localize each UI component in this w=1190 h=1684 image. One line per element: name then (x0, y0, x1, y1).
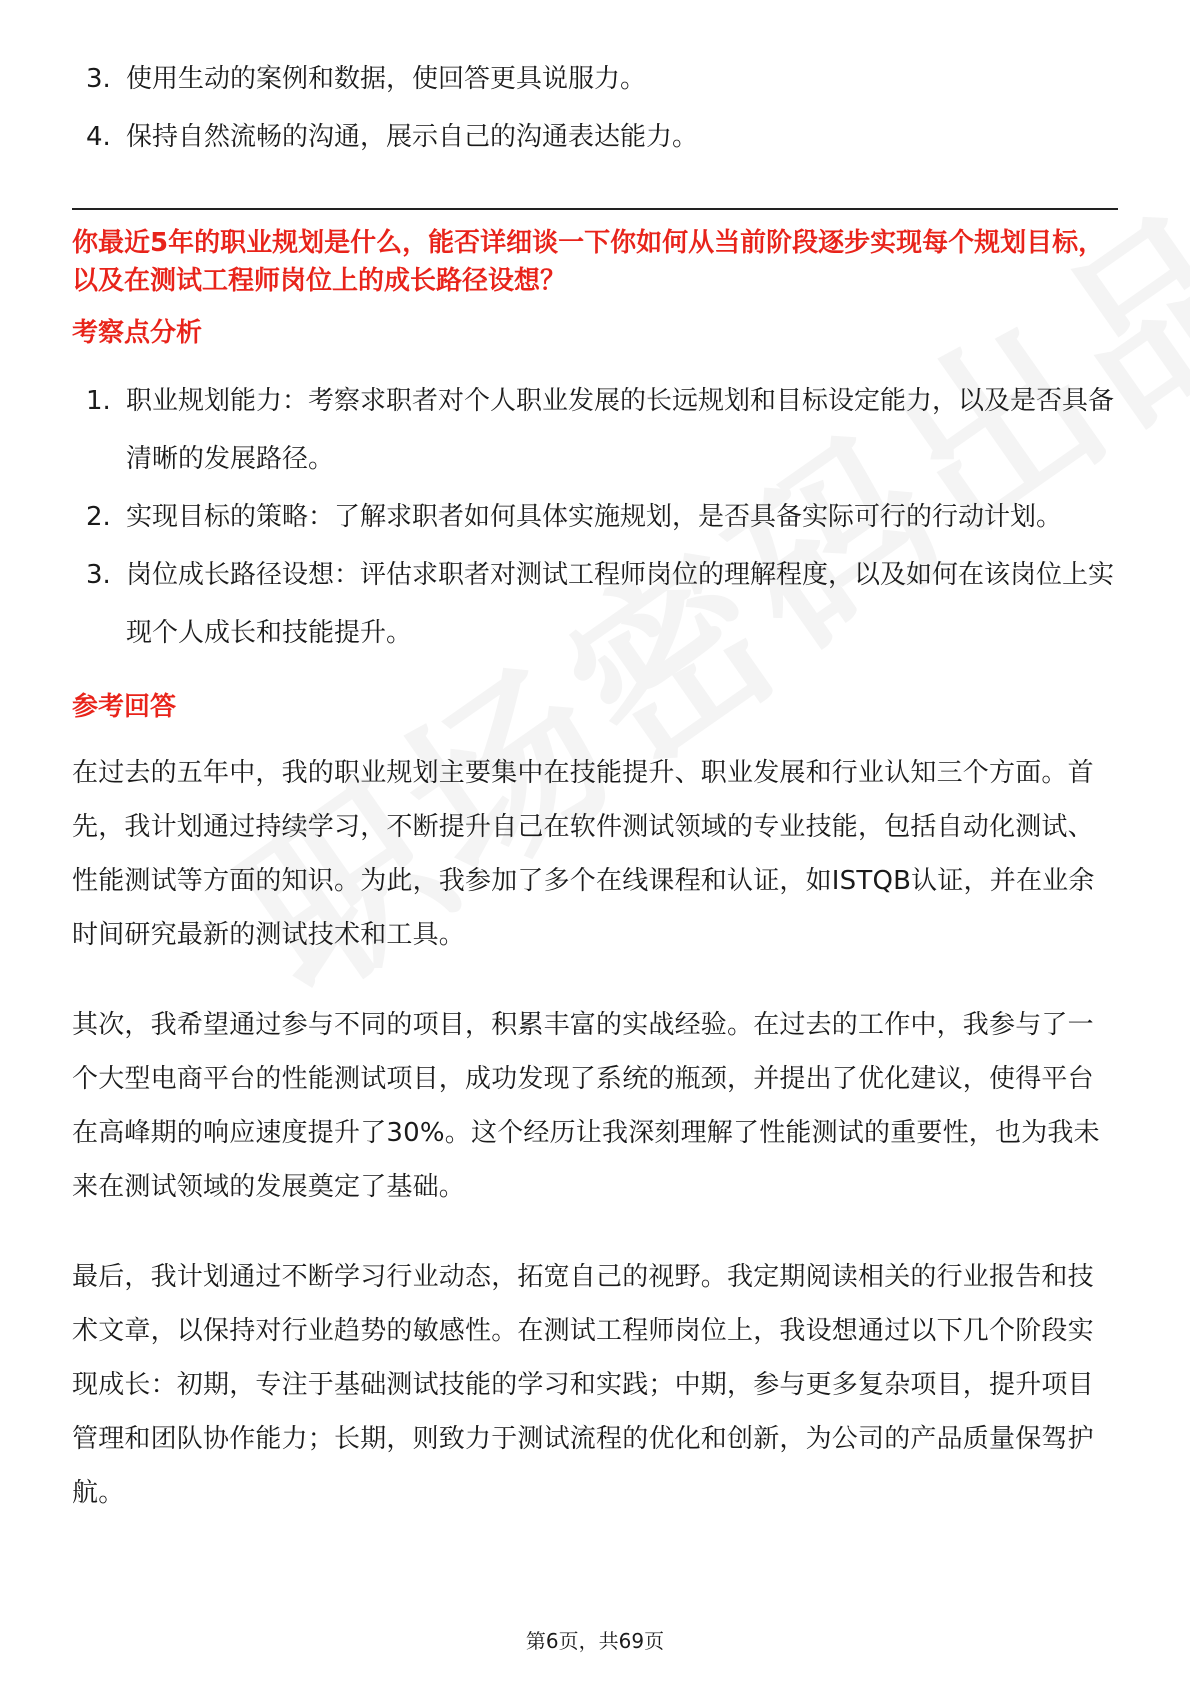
interview-question: 你最近5年的职业规划是什么，能否详细谈一下你如何从当前阶段逐步实现每个规划目标，以及在测试工程师岗位上的成长路径设想？ (72, 228, 1105, 296)
list-item-number: 3. (86, 64, 111, 94)
answer-paragraph: 其次，我希望通过参与不同的项目，积累丰富的实战经验。在过去的工作中，我参与了一个大型电商平台的性能测试项目，成功发现了系统的瓶颈，并提出了优化建议，使得平台在高峰期的响应速度提升了30%。这个经历让我深刻理解了性能测试的重要性，也为我未来在测试领域的发展奠定了基础。 (72, 1010, 1100, 1202)
list-item-number: 1. (86, 386, 111, 416)
list-item (72, 108, 1118, 166)
answer-paragraph: 最后，我计划通过不断学习行业动态，拓宽自己的视野。我定期阅读相关的行业报告和技术文章，以保持对行业趋势的敏感性。在测试工程师岗位上，我设想通过以下几个阶段实现成长：初期，专注于基础测试技能的学习和实践；中期，参与更多复杂项目，提升项目管理和团队协作能力；长期，则致力于测试流程的优化和创新，为公司的产品质量保驾护航。 (72, 1262, 1094, 1508)
list-item (72, 50, 1118, 108)
tips-list (72, 50, 1118, 166)
list-item-number: 4. (86, 122, 111, 152)
list-item-text: 实现目标的策略：了解求职者如何具体实施规划，是否具备实际可行的行动计划。 (126, 502, 1063, 532)
list-item-text: 岗位成长路径设想：评估求职者对测试工程师岗位的理解程度，以及如何在该岗位上实现个人成长和技能提升。 (126, 560, 1115, 648)
list-item-number: 2. (86, 502, 111, 532)
list-item-text: 职业规划能力：考察求职者对个人职业发展的长远规划和目标设定能力，以及是否具备清晰的发展路径。 (126, 386, 1115, 474)
list-item (72, 372, 1118, 488)
list-item-number: 3. (86, 560, 111, 590)
section-divider (72, 208, 1118, 210)
analysis-heading: 考察点分析 (72, 318, 203, 348)
list-item (72, 546, 1118, 662)
answer-heading: 参考回答 (72, 692, 177, 722)
list-item (72, 488, 1118, 546)
list-item-text: 使用生动的案例和数据，使回答更具说服力。 (126, 64, 647, 94)
page-footer: 第6页，共69页 (525, 1629, 665, 1653)
analysis-list (72, 372, 1118, 662)
list-item-text: 保持自然流畅的沟通，展示自己的沟通表达能力。 (126, 122, 699, 152)
answer-paragraph: 在过去的五年中，我的职业规划主要集中在技能提升、职业发展和行业认知三个方面。首先，我计划通过持续学习，不断提升自己在软件测试领域的专业技能，包括自动化测试、性能测试等方面的知识。为此，我参加了多个在线课程和认证，如ISTQB认证，并在业余时间研究最新的测试技术和工具。 (72, 758, 1095, 950)
page-content (72, 50, 1118, 1556)
